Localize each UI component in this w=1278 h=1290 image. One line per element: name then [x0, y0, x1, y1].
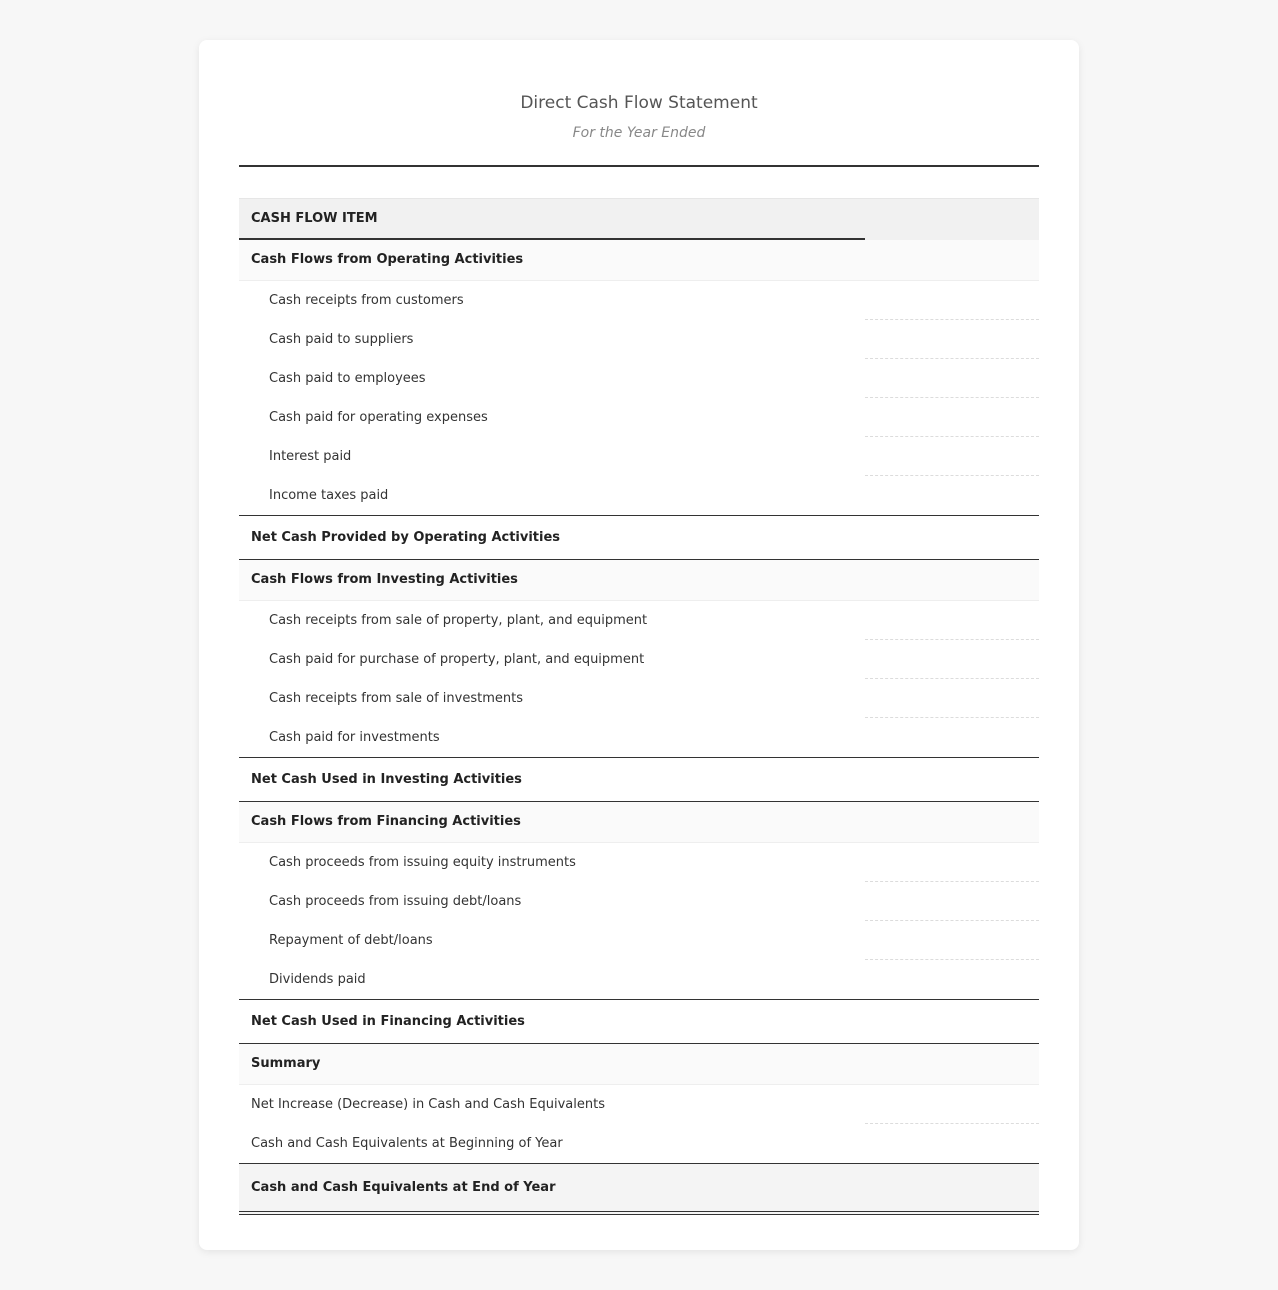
statement-subtitle: For the Year Ended: [572, 125, 706, 141]
table-row: [239, 437, 1039, 476]
grand-total: Cash and Cash Equivalents at End of Year: [239, 1163, 1039, 1215]
table-row: [239, 281, 1039, 320]
total-investing: Net Cash Used in Investing Activities: [239, 757, 1039, 802]
column-header-amount: [865, 199, 1039, 240]
row-label: Cash paid for operating expenses: [269, 410, 488, 425]
total-operating: Net Cash Provided by Operating Activities: [239, 515, 1039, 560]
table-header: [239, 198, 1039, 240]
row-label: Cash proceeds from issuing debt/loans: [269, 894, 522, 909]
row-amount: [865, 921, 1039, 960]
table-row: [239, 960, 1039, 999]
statement-card: [199, 40, 1079, 1250]
table-row: [239, 718, 1039, 757]
total-financing: Net Cash Used in Financing Activities: [239, 999, 1039, 1044]
cash-flow-table: [239, 198, 1039, 1215]
row-amount: [865, 359, 1039, 398]
table-row: [239, 1124, 1039, 1163]
row-label: Net Increase (Decrease) in Cash and Cash Equivalents: [251, 1097, 605, 1112]
row-amount: [865, 1085, 1039, 1124]
row-amount: [865, 1124, 1039, 1163]
section-heading-investing: Cash Flows from Investing Activities: [239, 560, 1039, 601]
row-label: Dividends paid: [269, 972, 366, 987]
row-amount: [865, 718, 1039, 757]
table-row: [239, 679, 1039, 718]
row-amount: [865, 640, 1039, 679]
statement-title: Direct Cash Flow Statement: [520, 93, 758, 113]
row-label: Cash and Cash Equivalents at Beginning of Year: [251, 1136, 563, 1151]
row-amount: [865, 882, 1039, 921]
row-amount: [865, 843, 1039, 882]
section-heading-operating: Cash Flows from Operating Activities: [239, 240, 1039, 281]
row-label: Cash receipts from customers: [269, 293, 464, 308]
table-row: [239, 601, 1039, 640]
row-amount: [865, 281, 1039, 320]
table-row: [239, 843, 1039, 882]
table-row: [239, 359, 1039, 398]
row-amount: [865, 601, 1039, 640]
row-label: Cash paid to suppliers: [269, 332, 414, 347]
table-row: [239, 1085, 1039, 1124]
table-row: [239, 921, 1039, 960]
row-label: Income taxes paid: [269, 488, 389, 503]
row-label: Cash paid for investments: [269, 730, 440, 745]
statement-header: [239, 40, 1039, 167]
row-amount: [865, 437, 1039, 476]
row-label: Cash receipts from sale of property, plant, and equipment: [269, 613, 648, 628]
row-label: Cash paid to employees: [269, 371, 426, 386]
row-amount: [865, 679, 1039, 718]
row-label: Repayment of debt/loans: [269, 933, 433, 948]
row-amount: [865, 960, 1039, 999]
table-row: [239, 882, 1039, 921]
section-heading-summary: Summary: [239, 1044, 1039, 1085]
row-label: Cash receipts from sale of investments: [269, 691, 523, 706]
column-header-item: CASH FLOW ITEM: [239, 199, 865, 240]
table-row: [239, 398, 1039, 437]
table-row: [239, 476, 1039, 515]
row-label: Cash proceeds from issuing equity instruments: [269, 855, 576, 870]
table-row: [239, 640, 1039, 679]
section-heading-financing: Cash Flows from Financing Activities: [239, 802, 1039, 843]
table-row: [239, 320, 1039, 359]
row-amount: [865, 476, 1039, 515]
row-label: Interest paid: [269, 449, 352, 464]
row-label: Cash paid for purchase of property, plant, and equipment: [269, 652, 645, 667]
row-amount: [865, 398, 1039, 437]
row-amount: [865, 320, 1039, 359]
